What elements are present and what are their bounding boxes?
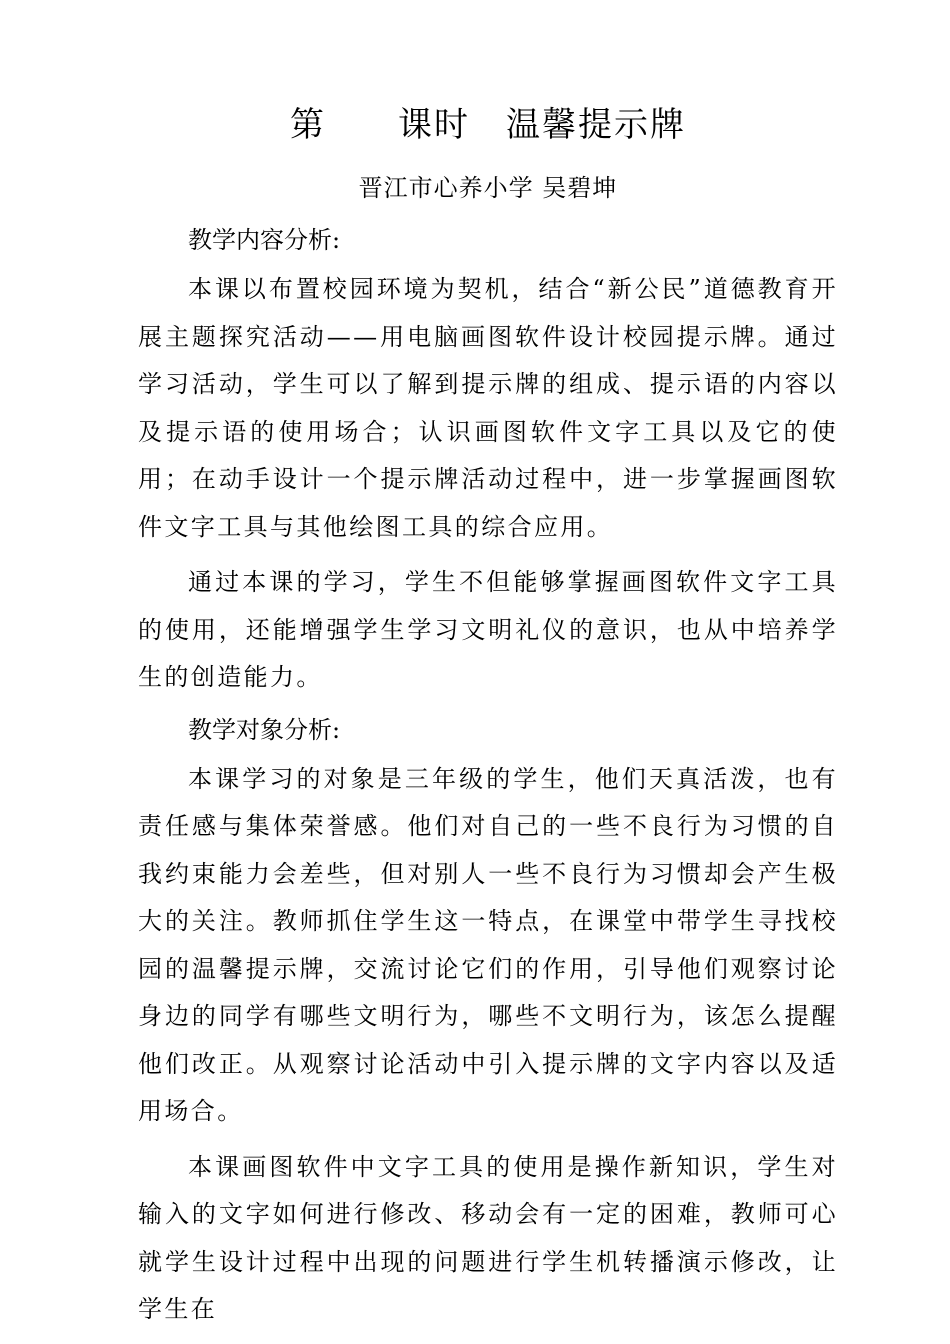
section-heading-content-analysis: 教学内容分析: <box>188 226 341 254</box>
paragraph: 本课以布置校园环境为契机，结合“新公民”道德教育开展主题探究活动——用电脑画图软件设计校园提示牌。通过学习活动，学生可以了解到提示牌的组成、提示语的内容以及提示语的使用场合；认识画图软件文字工具以及它的使用；在动手设计一个提示牌活动过程中，进一步掌握画图软件文字工具与其他绘图工具的综合应用。 <box>138 275 838 541</box>
paragraph: 本课学习的对象是三年级的学生，他们天真活泼，也有责任感与集体荣誉感。他们对自己的一些不良行为习惯的自我约束能力会差些，但对别人一些不良行为习惯却会产生极大的关注。教师抓住学生这一特点，在课堂中带学生寻找校园的温馨提示牌，交流讨论它们的作用，引导他们观察讨论身边的同学有哪些文明行为，哪些不文明行为，该怎么提醒他们改正。从观察讨论活动中引入提示牌的文字内容以及适用场合。 <box>138 764 838 1125</box>
document-page <box>138 100 838 1334</box>
paragraph: 通过本课的学习，学生不但能够掌握画图软件文字工具的使用，还能增强学生学习文明礼仪的意识，也从中培养学生的创造能力。 <box>138 568 838 691</box>
section-heading-audience-analysis: 教学对象分析: <box>188 715 341 744</box>
document-title: 第 课时 温馨提示牌 <box>290 105 686 145</box>
author-line: 晋江市心养小学 吴碧坤 <box>358 174 618 202</box>
paragraph: 本课画图软件中文字工具的使用是操作新知识，学生对输入的文字如何进行修改、移动会有一定的困难，教师可心就学生设计过程中出现的问题进行学生机转播演示修改，让学生在 <box>138 1152 838 1323</box>
